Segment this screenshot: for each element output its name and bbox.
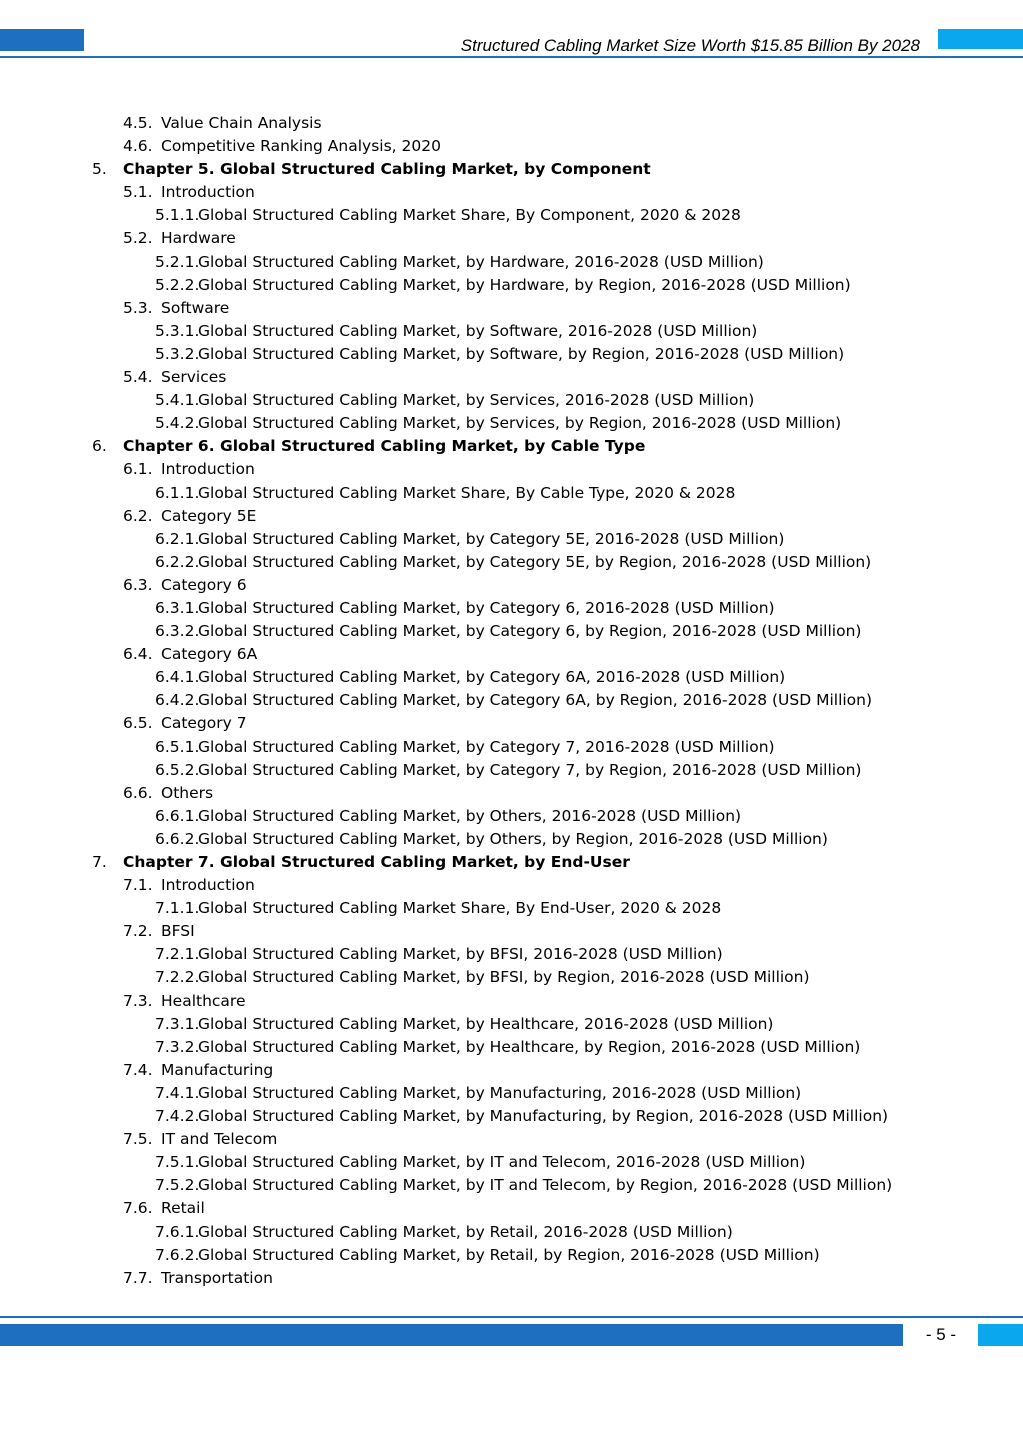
toc-subsection-entry (0, 805, 1023, 828)
toc-entry-number: 7.3.2. (155, 1037, 200, 1056)
toc-entry-number: 5.2. (123, 229, 153, 248)
toc-subsection-entry (0, 274, 1023, 297)
toc-entry-title: Global Structured Cabling Market, by BFSI, 2016-2028 (USD Million) (198, 945, 723, 964)
toc-entry-number: 6.4. (123, 645, 153, 664)
toc-subsection-entry (0, 620, 1023, 643)
toc-entry-number: 5.3.1. (155, 321, 200, 340)
toc-entry-number: 4.5. (123, 114, 153, 132)
toc-subsection-entry (0, 1105, 1023, 1128)
toc-section-entry (0, 297, 1023, 320)
toc-entry-number: 4.6. (123, 137, 153, 156)
toc-section-entry (0, 1128, 1023, 1151)
toc-entry-number: 5. (92, 160, 107, 179)
toc-entry-title: Global Structured Cabling Market, by Healthcare, 2016-2028 (USD Million) (198, 1014, 774, 1033)
toc-entry-number: 6.4.1. (155, 668, 200, 687)
toc-entry-title: Global Structured Cabling Market, by Manufacturing, by Region, 2016-2028 (USD Million) (198, 1107, 889, 1126)
toc-entry-number: 6.1.1. (155, 483, 200, 502)
toc-chapter-entry (0, 158, 1023, 181)
toc-entry-number: 5.3.2. (155, 344, 200, 363)
toc-entry-title: IT and Telecom (161, 1130, 278, 1149)
toc-entry-title: Chapter 6. Global Structured Cabling Market, by Cable Type (123, 437, 646, 456)
toc-entry-title: Hardware (161, 229, 236, 248)
toc-entry-title: Global Structured Cabling Market Share, By Component, 2020 & 2028 (198, 206, 741, 225)
toc-section-entry (0, 505, 1023, 528)
page-number: - 5 - (925, 1325, 957, 1344)
toc-entry-number: 6.3.2. (155, 622, 200, 641)
toc-entry-title: Global Structured Cabling Market, by Category 7, 2016-2028 (USD Million) (198, 737, 775, 756)
toc-entry-title: Services (161, 368, 227, 387)
toc-subsection-entry (0, 966, 1023, 989)
toc-section-entry (0, 990, 1023, 1013)
toc-subsection-entry (0, 412, 1023, 435)
toc-subsection-entry (0, 320, 1023, 343)
toc-subsection-entry (0, 1174, 1023, 1197)
toc-entry-number: 6.2.1. (155, 529, 200, 548)
toc-entry-title: Global Structured Cabling Market, by Category 6A, by Region, 2016-2028 (USD Million) (198, 691, 873, 710)
toc-entry-title: BFSI (161, 922, 195, 941)
toc-subsection-entry (0, 689, 1023, 712)
toc-entry-number: 7.7. (123, 1268, 153, 1287)
toc-entry-number: 7.2.1. (155, 945, 200, 964)
toc-entry-number: 7.3. (123, 991, 153, 1010)
toc-entry-number: 7.6.1. (155, 1222, 200, 1241)
toc-entry-title: Global Structured Cabling Market, by Category 6A, 2016-2028 (USD Million) (198, 668, 786, 687)
table-of-contents (0, 112, 1023, 1290)
toc-subsection-entry (0, 759, 1023, 782)
toc-entry-title: Introduction (161, 876, 255, 895)
toc-subsection-entry (0, 1082, 1023, 1105)
toc-entry-title: Global Structured Cabling Market, by IT and Telecom, by Region, 2016-2028 (USD Million) (198, 1176, 893, 1195)
toc-entry-number: 7.2. (123, 922, 153, 941)
toc-entry-title: Global Structured Cabling Market, by Software, 2016-2028 (USD Million) (198, 321, 758, 340)
toc-section-entry (0, 135, 1023, 158)
toc-entry-title: Introduction (161, 460, 255, 479)
toc-subsection-entry (0, 897, 1023, 920)
toc-entry-number: 5.3. (123, 298, 153, 317)
toc-entry-title: Global Structured Cabling Market, by Category 6, 2016-2028 (USD Million) (198, 598, 775, 617)
toc-entry-title: Global Structured Cabling Market, by Software, by Region, 2016-2028 (USD Million) (198, 344, 845, 363)
toc-section-entry (0, 574, 1023, 597)
toc-entry-title: Global Structured Cabling Market, by BFSI, by Region, 2016-2028 (USD Million) (198, 968, 810, 987)
toc-subsection-entry (0, 1244, 1023, 1267)
toc-section-entry (0, 366, 1023, 389)
toc-entry-number: 7.4.1. (155, 1083, 200, 1102)
toc-entry-title: Category 6A (161, 645, 258, 664)
toc-entry-title: Global Structured Cabling Market, by Category 7, by Region, 2016-2028 (USD Million) (198, 760, 862, 779)
toc-section-entry (0, 920, 1023, 943)
toc-entry-title: Global Structured Cabling Market, by Retail, 2016-2028 (USD Million) (198, 1222, 733, 1241)
toc-section-entry (0, 112, 1023, 135)
toc-entry-title: Competitive Ranking Analysis, 2020 (161, 137, 441, 156)
toc-subsection-entry (0, 204, 1023, 227)
toc-entry-number: 7.1.1. (155, 899, 200, 918)
toc-entry-title: Software (161, 298, 230, 317)
toc-section-entry (0, 874, 1023, 897)
toc-subsection-entry (0, 251, 1023, 274)
toc-section-entry (0, 458, 1023, 481)
toc-section-entry (0, 1059, 1023, 1082)
toc-entry-title: Chapter 5. Global Structured Cabling Market, by Component (123, 160, 651, 179)
toc-entry-number: 7.1. (123, 876, 153, 895)
toc-entry-number: 6.5. (123, 714, 153, 733)
toc-subsection-entry (0, 666, 1023, 689)
toc-subsection-entry (0, 597, 1023, 620)
toc-entry-number: 7.3.1. (155, 1014, 200, 1033)
toc-subsection-entry (0, 528, 1023, 551)
toc-entry-title: Chapter 7. Global Structured Cabling Market, by End-User (123, 853, 630, 871)
toc-entry-number: 5.1. (123, 183, 153, 202)
header-rule (0, 56, 1023, 58)
toc-entry-title: Global Structured Cabling Market, by Hardware, by Region, 2016-2028 (USD Million) (198, 275, 851, 294)
toc-entry-number: 6.1. (123, 460, 153, 479)
toc-entry-title: Manufacturing (161, 1060, 274, 1079)
toc-entry-title: Global Structured Cabling Market, by Services, 2016-2028 (USD Million) (198, 391, 755, 410)
toc-subsection-entry (0, 1013, 1023, 1036)
toc-entry-number: 7.5.2. (155, 1176, 200, 1195)
toc-subsection-entry (0, 828, 1023, 851)
toc-entry-number: 6.6.1. (155, 806, 200, 825)
toc-entry-number: 7.5. (123, 1130, 153, 1149)
toc-entry-title: Global Structured Cabling Market Share, By Cable Type, 2020 & 2028 (198, 483, 736, 502)
toc-entry-title: Global Structured Cabling Market, by Others, 2016-2028 (USD Million) (198, 806, 742, 825)
footer-bar (0, 1324, 903, 1346)
toc-entry-title: Global Structured Cabling Market, by Services, by Region, 2016-2028 (USD Million) (198, 414, 842, 433)
toc-entry-number: 5.2.1. (155, 252, 200, 271)
toc-entry-number: 7.4.2. (155, 1107, 200, 1126)
toc-entry-number: 5.4.2. (155, 414, 200, 433)
toc-entry-number: 7.5.1. (155, 1153, 200, 1172)
toc-subsection-entry (0, 736, 1023, 759)
toc-entry-number: 7.2.2. (155, 968, 200, 987)
toc-entry-number: 6.3. (123, 575, 153, 594)
toc-subsection-entry (0, 482, 1023, 505)
toc-entry-title: Global Structured Cabling Market, by Manufacturing, 2016-2028 (USD Million) (198, 1083, 802, 1102)
toc-subsection-entry (0, 551, 1023, 574)
toc-section-entry (0, 1267, 1023, 1290)
toc-entry-number: 5.2.2. (155, 275, 200, 294)
toc-entry-number: 7.6.2. (155, 1245, 200, 1264)
toc-entry-title: Global Structured Cabling Market, by Category 5E, by Region, 2016-2028 (USD Million) (198, 552, 872, 571)
toc-entry-number: 6.4.2. (155, 691, 200, 710)
toc-entry-title: Global Structured Cabling Market, by IT and Telecom, 2016-2028 (USD Million) (198, 1153, 806, 1172)
toc-entry-number: 7. (92, 853, 107, 871)
toc-entry-title: Global Structured Cabling Market, by Retail, by Region, 2016-2028 (USD Million) (198, 1245, 820, 1264)
header-title: Structured Cabling Market Size Worth $15.85 Billion By 2028 (460, 36, 920, 55)
toc-entry-number: 6.2. (123, 506, 153, 525)
toc-entry-title: Introduction (161, 183, 255, 202)
toc-subsection-entry (0, 1151, 1023, 1174)
toc-entry-title: Value Chain Analysis (161, 114, 322, 132)
toc-section-entry (0, 181, 1023, 204)
toc-section-entry (0, 712, 1023, 735)
toc-subsection-entry (0, 1221, 1023, 1244)
header-accent-right (938, 29, 1023, 49)
toc-entry-number: 7.4. (123, 1060, 153, 1079)
toc-entry-number: 6.3.1. (155, 598, 200, 617)
toc-section-entry (0, 782, 1023, 805)
toc-entry-title: Category 7 (161, 714, 247, 733)
toc-entry-title: Global Structured Cabling Market Share, By End-User, 2020 & 2028 (198, 899, 722, 918)
toc-entry-title: Retail (161, 1199, 205, 1218)
toc-subsection-entry (0, 943, 1023, 966)
toc-section-entry (0, 1197, 1023, 1220)
toc-subsection-entry (0, 1036, 1023, 1059)
toc-entry-number: 6.2.2. (155, 552, 200, 571)
toc-section-entry (0, 643, 1023, 666)
toc-entry-title: Global Structured Cabling Market, by Healthcare, by Region, 2016-2028 (USD Million) (198, 1037, 861, 1056)
toc-entry-title: Category 6 (161, 575, 247, 594)
toc-section-entry (0, 227, 1023, 250)
toc-entry-title: Transportation (161, 1268, 273, 1287)
toc-entry-number: 5.4. (123, 368, 153, 387)
toc-entry-title: Others (161, 783, 214, 802)
toc-subsection-entry (0, 343, 1023, 366)
toc-entry-number: 6.6.2. (155, 829, 200, 848)
toc-entry-number: 6.5.2. (155, 760, 200, 779)
toc-entry-number: 6.6. (123, 783, 153, 802)
toc-entry-title: Category 5E (161, 506, 257, 525)
toc-entry-number: 5.4.1. (155, 391, 200, 410)
toc-entry-title: Global Structured Cabling Market, by Category 5E, 2016-2028 (USD Million) (198, 529, 785, 548)
toc-entry-title: Healthcare (161, 991, 246, 1010)
toc-entry-title: Global Structured Cabling Market, by Hardware, 2016-2028 (USD Million) (198, 252, 764, 271)
toc-entry-number: 7.6. (123, 1199, 153, 1218)
toc-chapter-entry (0, 435, 1023, 458)
toc-chapter-entry (0, 851, 1023, 874)
footer-accent-right (978, 1324, 1023, 1346)
header-accent-left (0, 29, 84, 51)
toc-entry-title: Global Structured Cabling Market, by Category 6, by Region, 2016-2028 (USD Million) (198, 622, 862, 641)
toc-entry-number: 5.1.1. (155, 206, 200, 225)
toc-subsection-entry (0, 389, 1023, 412)
toc-entry-title: Global Structured Cabling Market, by Others, by Region, 2016-2028 (USD Million) (198, 829, 828, 848)
toc-entry-number: 6.5.1. (155, 737, 200, 756)
footer-rule (0, 1316, 1023, 1318)
toc-entry-number: 6. (92, 437, 107, 456)
